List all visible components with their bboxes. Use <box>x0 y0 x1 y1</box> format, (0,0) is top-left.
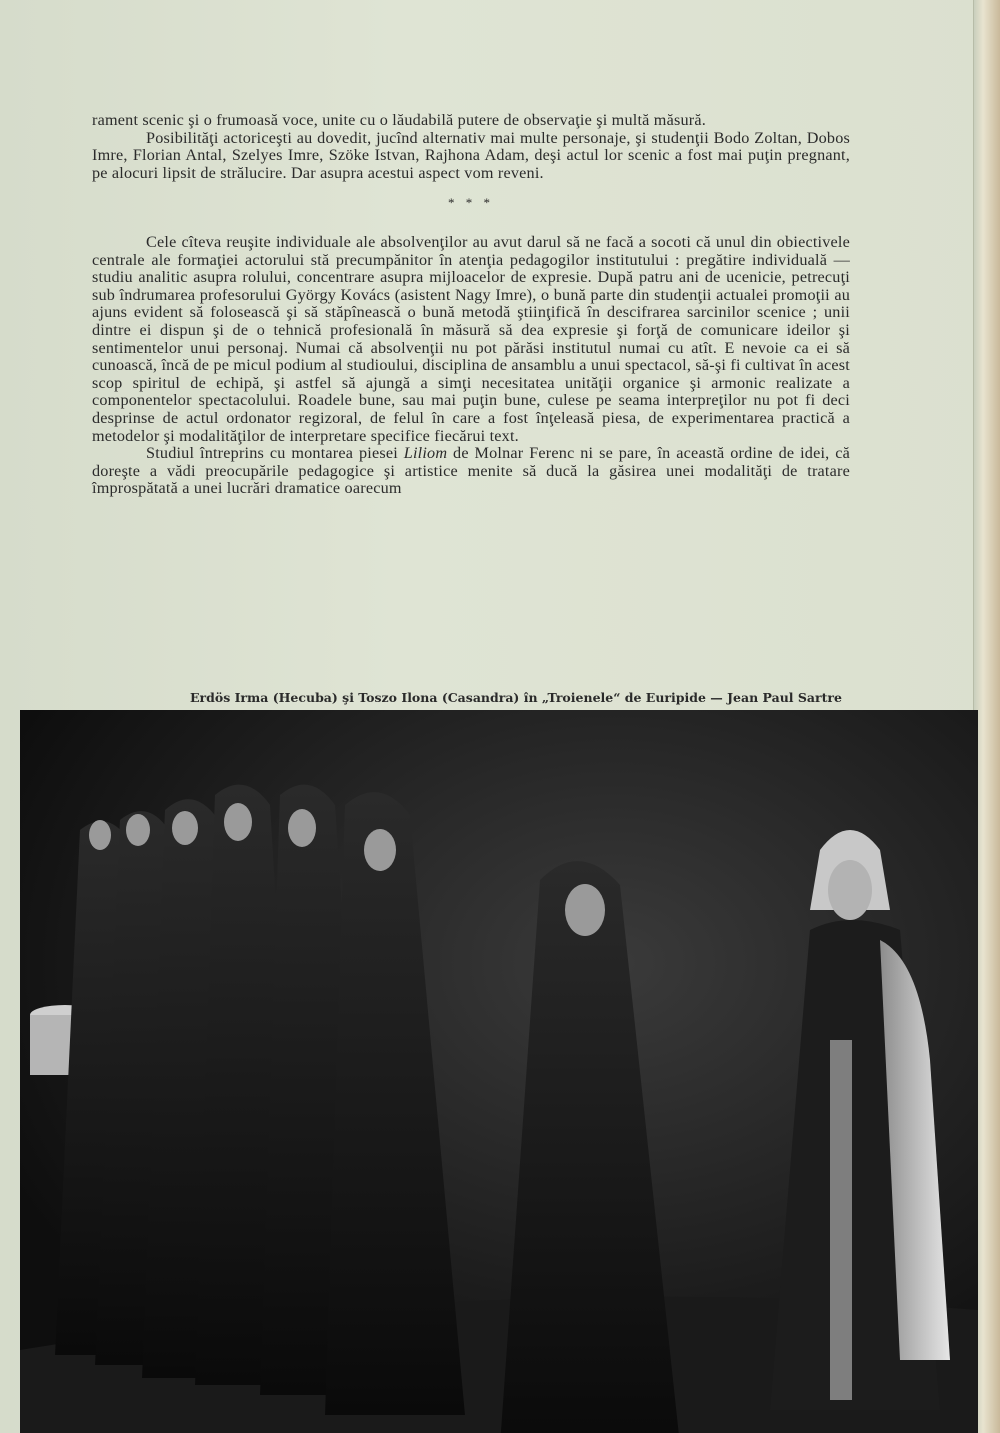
section-separator: * * * <box>448 195 494 211</box>
stage-photo-illustration <box>20 710 978 1433</box>
article-text <box>92 112 850 498</box>
liliom-text-before: Studiul întreprins cu montarea piesei <box>146 444 404 463</box>
photo-caption: Erdös Irma (Hecuba) şi Toszo Ilona (Casandra) în „Troienele“ de Euripide — Jean Paul Sartre <box>190 690 842 705</box>
paragraph-continuation: rament scenic şi o frumoasă voce, unite cu o lăudabilă putere de observaţie şi multă măsură. <box>92 111 706 129</box>
stage-photograph <box>20 710 978 1433</box>
paragraph-liliom <box>92 445 850 498</box>
play-title-liliom: Liliom <box>403 444 448 463</box>
liliom-text-after: de Molnar Ferenc ni se pare, în această ordine de idei, că doreşte a vădi preocupările pedagogice şi artistice menite să ducă la găsirea unei modalităţi de tratare împrospătată a unei lucrări dramatice oarecum <box>92 444 850 498</box>
paragraph-main: Cele cîteva reuşite individuale ale absolvenţilor au avut darul să ne facă a socoti că unul din obiectivele centrale ale formaţiei actorului stă precumpănitor în atenţia pedagogilor institutului : pregătire individuală — studiu analitic asupra rolului, concentrare asupra mijloacelor de expresie. După patru ani de ucenicie, petrecuţi sub îndrumarea profesorului György Kovács (asistent Nagy Imre), o bună parte din studenţii actualei promoţii au ajuns evident să folosească şi să stăpînească o bună metodă ştiinţifică în descifrarea sarcinilor scenice ; unii dintre ei dispun şi de o tehnică profesională în măsură să dea expresie şi forţă de comunicare ideilor şi sentimentelor unui personaj. Numai că absolvenţii nu pot părăsi institutul numai cu atît. E nevoie ca ei să cunoască, încă de pe micul podium al studioului, disciplina de ansamblu a unui spectacol, să-şi fi cultivat în acest scop spiritul de echipă, şi astfel să ajungă a simţi necesitatea unităţii organice şi armonic realizate a componentelor spectacolului. Roadele bune, sau mai puţin bune, culese pe seama interpreţilor nu pot fi deci desprinse de actul ordonator regizoral, de felul în care a fost înţeleasă piesa, de experimentarea practică a metodelor şi modalităţilor de interpretare specifice fiecărui text. <box>92 232 850 445</box>
paragraph-students: Posibilităţi actoriceşti au dovedit, jucînd alternativ mai multe personaje, şi studenţii Bodo Zoltan, Dobos Imre, Florian Antal, Szelyes Imre, Szöke Istvan, Rajhona Adam, deşi actul lor scenic a fost mai puţin pregnant, pe alocuri lipsit de strălucire. Dar asupra acestui aspect vom reveni. <box>92 128 850 182</box>
